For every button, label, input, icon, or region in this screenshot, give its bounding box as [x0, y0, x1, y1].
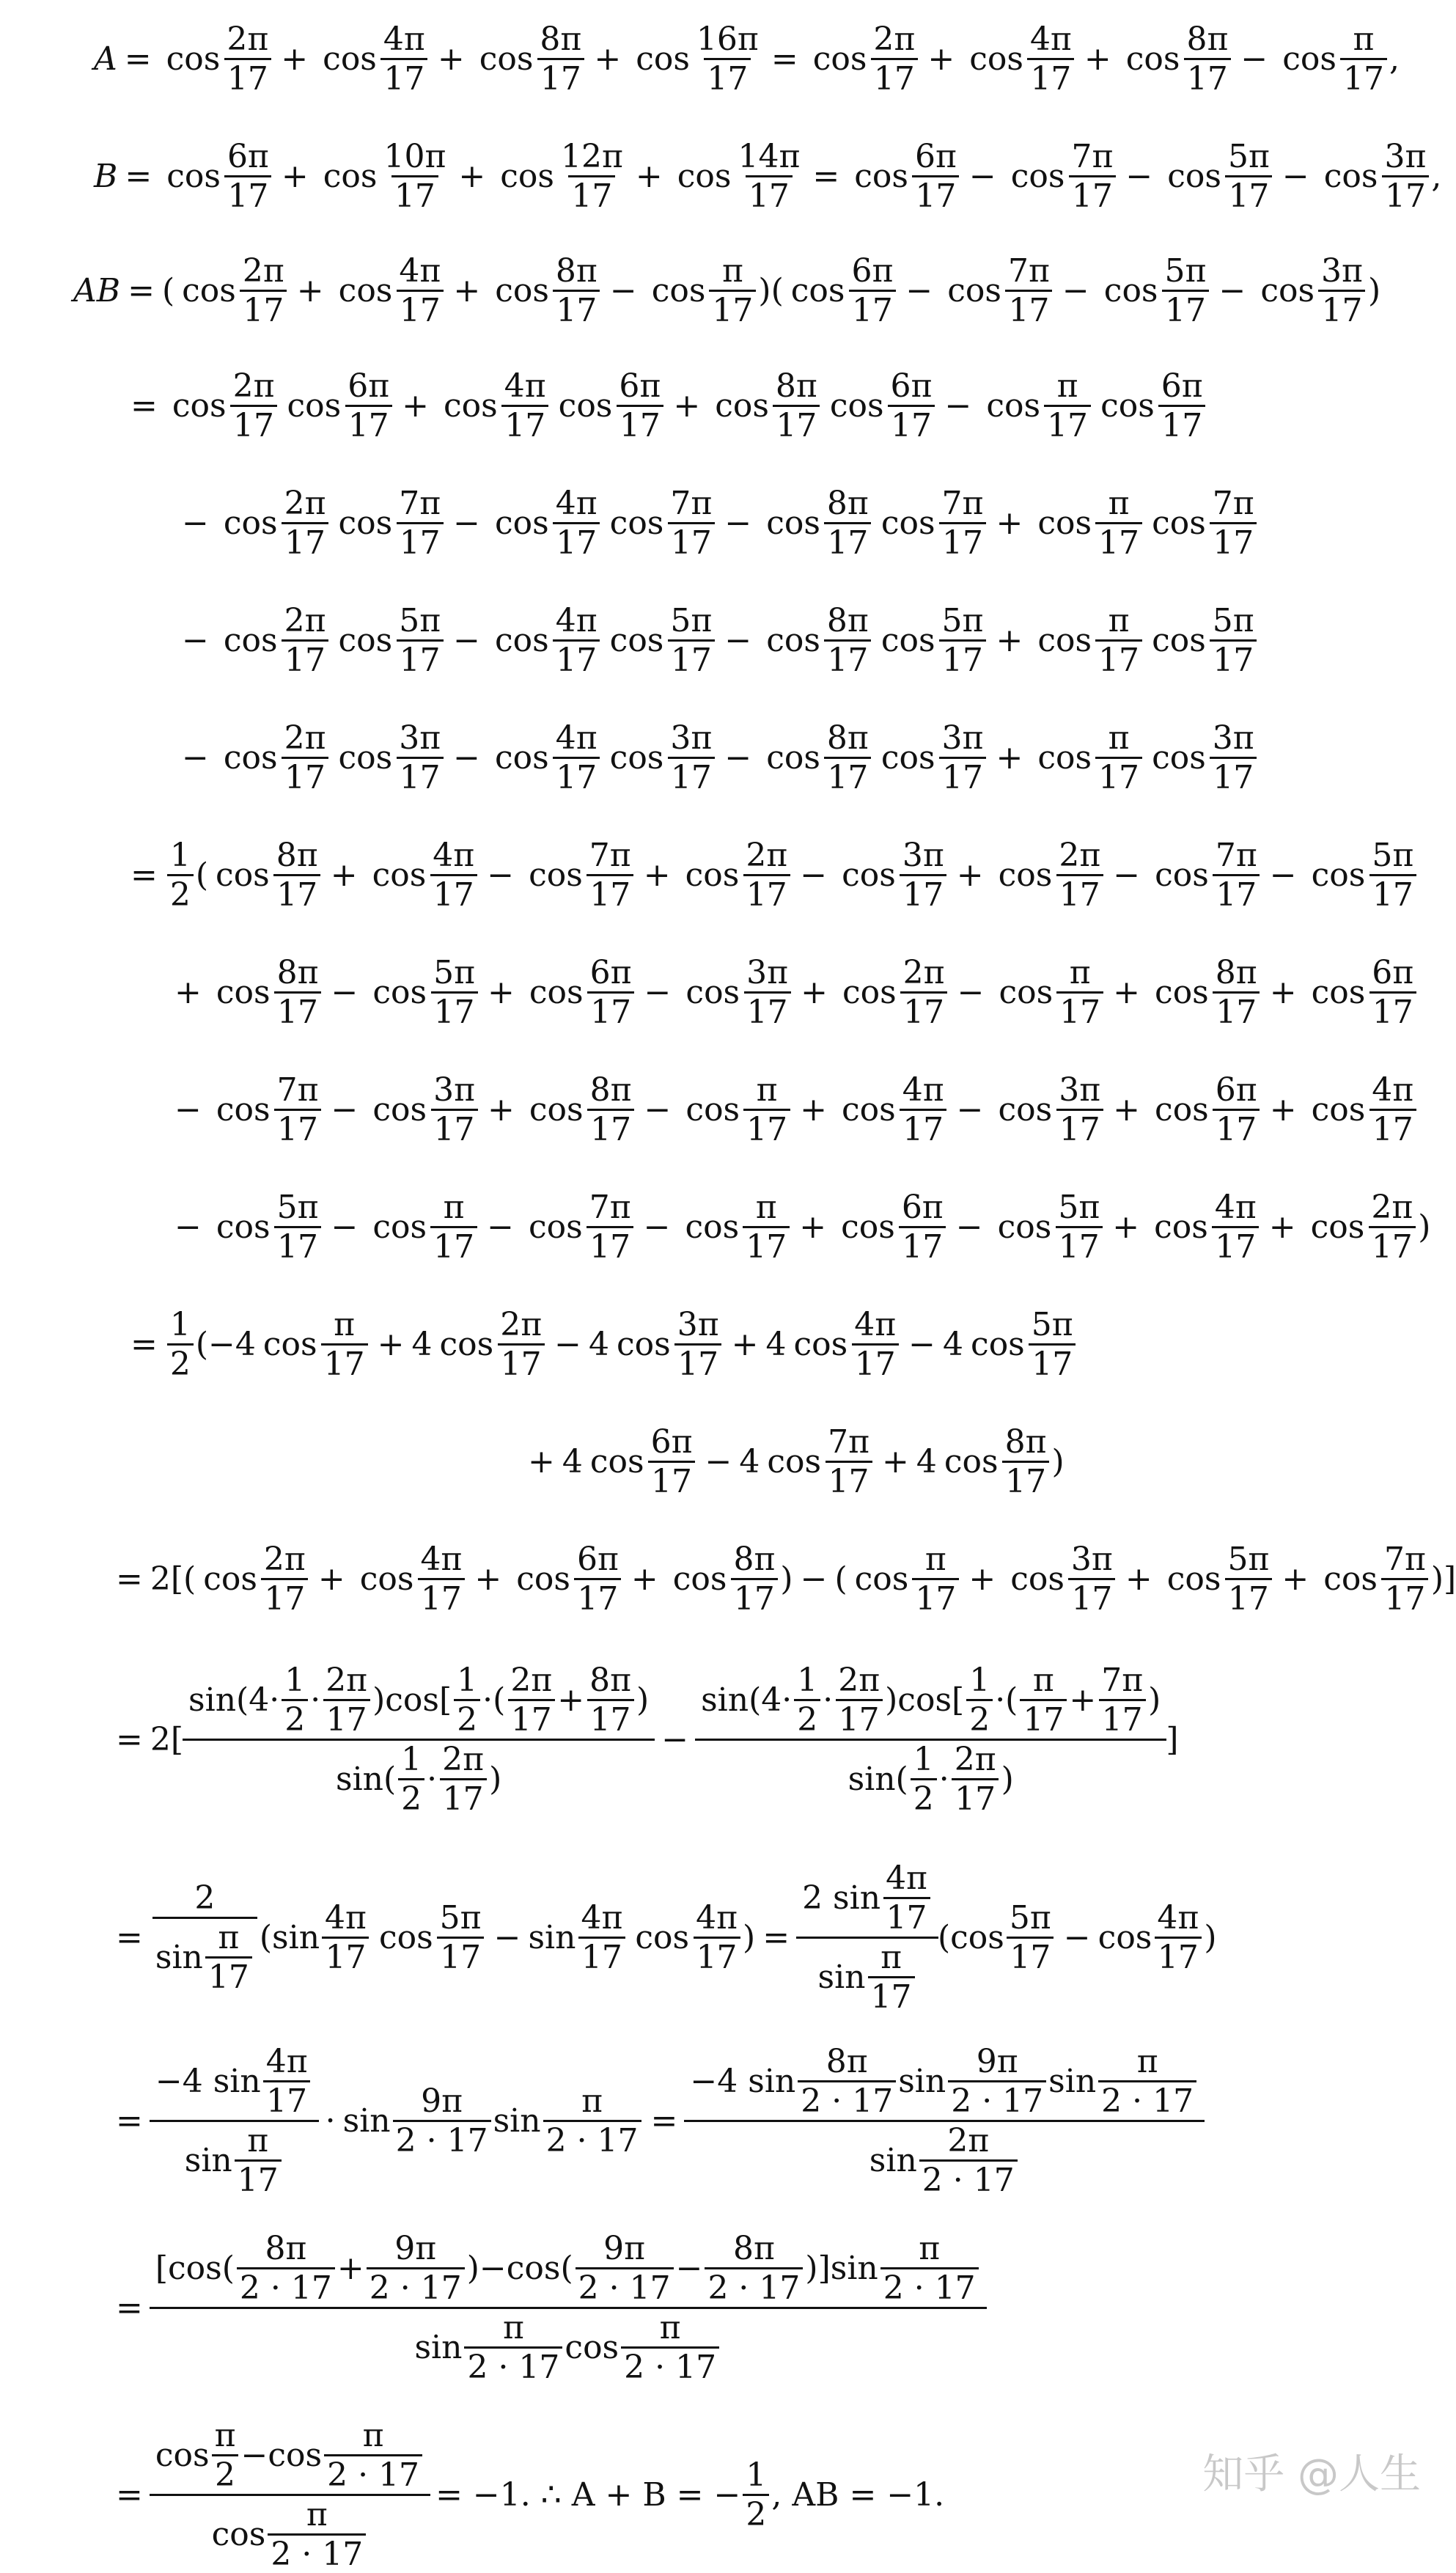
equation-B: B = cos $\frac{6\pi}{17}$ + cos $\frac{10\pi}{17}$ + cos $\frac{12\pi}{17}$ + cos $\frac{14\pi}{17}$ = cos $\frac{6\pi}{17}$ − cos $\frac{7\pi}{17}$ − cos $\frac{5\pi}{17}$ − cos $\frac{3\pi}{17}$ , [94, 138, 1442, 215]
sum-row-3: − cos $\frac{7\pi}{17}$ − cos $\frac{3\pi}{17}$ + cos $\frac{8\pi}{17}$ − cos $\frac{\pi}{17}$ + cos $\frac{4\pi}{17}$ − cos $\frac{3\pi}{17}$ + cos $\frac{6\pi}{17}$ + cos $\frac{4\pi}{17}$ [167, 1074, 1419, 1146]
expansion-row-4: − cos $\frac{2\pi}{17}$ cos $\frac{3\pi}{17}$ − cos $\frac{4\pi}{17}$ cos $\frac{3\pi}{17}$ − cos $\frac{8\pi}{17}$ cos $\frac{3\pi}{17}$ + cos $\frac{\pi}{17}$ cos $\frac{3\pi}{17}$ [174, 722, 1260, 794]
var-A: A [94, 40, 117, 78]
sum-row-1: = $\frac{1}{2}$ ( cos $\frac{8\pi}{17}$ + cos $\frac{4\pi}{17}$ − cos $\frac{7\pi}{17}$ + cos $\frac{2\pi}{17}$ − cos $\frac{3\pi}{17}$ + cos $\frac{2\pi}{17}$ − cos $\frac{7\pi}{17}$ − cos $\frac{5\pi}{17}$ [123, 840, 1419, 911]
expansion-row-2: − cos $\frac{2\pi}{17}$ cos $\frac{7\pi}{17}$ − cos $\frac{4\pi}{17}$ cos $\frac{7\pi}{17}$ − cos $\frac{8\pi}{17}$ cos $\frac{7\pi}{17}$ + cos $\frac{\pi}{17}$ cos $\frac{7\pi}{17}$ [174, 488, 1260, 559]
sum-row-2: + cos $\frac{8\pi}{17}$ − cos $\frac{5\pi}{17}$ + cos $\frac{6\pi}{17}$ − cos $\frac{3\pi}{17}$ + cos $\frac{2\pi}{17}$ − cos $\frac{\pi}{17}$ + cos $\frac{8\pi}{17}$ + cos $\frac{6\pi}{17}$ [167, 957, 1419, 1029]
var-B: B [94, 158, 118, 195]
sum-row-4: − cos $\frac{5\pi}{17}$ − cos $\frac{\pi}{17}$ − cos $\frac{7\pi}{17}$ − cos $\frac{\pi}{17}$ + cos $\frac{6\pi}{17}$ − cos $\frac{5\pi}{17}$ + cos $\frac{4\pi}{17}$ + cos $\frac{2\pi}{17}$ ) [174, 1189, 1431, 1266]
simplified-row-2: + 4 cos $\frac{6\pi}{17}$ − 4 cos $\frac{7\pi}{17}$ + 4 cos $\frac{8\pi}{17}$ ) [528, 1423, 1065, 1500]
product-row-2: = −4 sin $\frac{4\pi}{17}$ sin $\frac{\pi}{17}$ · sin $\frac{9\pi}{2 \cdot 17}$ sin $\frac{\pi}{2 \cdot 17}$ = −4 sin $\frac{8\pi}{2 \cdot 17}$ sin $\frac{9\pi}{2 \cdot 17}$ sin $\frac{\pi}{2 \cdot 17}$ sin $\frac{2\pi}{2 \cdot 17}$ [109, 2046, 1204, 2197]
grouped-sum-row: = 2[( cos $\frac{2\pi}{17}$ + cos $\frac{4\pi}{17}$ + cos $\frac{6\pi}{17}$ + cos $\frac{8\pi}{17}$ ) − ( cos $\frac{\pi}{17}$ + cos $\frac{3\pi}{17}$ + cos $\frac{5\pi}{17}$ + cos $\frac{7\pi}{17}$ )] [116, 1541, 1456, 1618]
equation-AB: AB = ( cos $\frac{2\pi}{17}$ + cos $\frac{4\pi}{17}$ + cos $\frac{8\pi}{17}$ − cos $\frac{\pi}{17}$ ) ( cos $\frac{6\pi}{17}$ − cos $\frac{7\pi}{17}$ − cos $\frac{5\pi}{17}$ − cos $\frac{3\pi}{17}$ ) [73, 252, 1381, 329]
product-row-1: = 2 sin $\frac{\pi}{17}$ (sin $\frac{4\pi}{17}$ cos $\frac{5\pi}{17}$ − sin $\frac{4\pi}{17}$ cos $\frac{4\pi}{17}$ ) = 2 sin $\frac{4\pi}{17}$ sin $\frac{\pi}{17}$ (cos $\frac{5\pi}{17}$ − cos $\frac{4\pi}{17}$ ) [116, 1860, 1217, 2016]
expansion-row-1: = cos $\frac{2\pi}{17}$ cos $\frac{6\pi}{17}$ + cos $\frac{4\pi}{17}$ cos $\frac{6\pi}{17}$ + cos $\frac{8\pi}{17}$ cos $\frac{6\pi}{17}$ − cos $\frac{\pi}{17}$ cos $\frac{6\pi}{17}$ [123, 370, 1208, 442]
zhihu-watermark: 知乎 @人生 [1202, 2451, 1421, 2498]
product-row-3: = [cos( $\frac{8\pi}{2 \cdot 17}$ + $\frac{9\pi}{2 \cdot 17}$ )−cos( $\frac{9\pi}{2 \cdot 17}$ − $\frac{8\pi}{2 \cdot 17}$ )]sin $\frac{\pi}{2 \cdot 17}$ sin $\frac{\pi}{2 \cdot 17}$ cos $\frac{\pi}{2 \cdot 17}$ [109, 2233, 986, 2384]
simplified-row-1: = $\frac{1}{2}$ (−4 cos $\frac{\pi}{17}$ + 4 cos $\frac{2\pi}{17}$ − 4 cos $\frac{3\pi}{17}$ + 4 cos $\frac{4\pi}{17}$ − 4 cos $\frac{5\pi}{17}$ [123, 1309, 1078, 1381]
final-row: = cos $\frac{\pi}{2}$ −cos $\frac{\pi}{2 \cdot 17}$ cos $\frac{\pi}{2 \cdot 17}$ = −1. ∴ A + B = − $\frac{1}{2}$ , AB = −1. [116, 2417, 945, 2573]
equation-A: A = cos $\frac{2\pi}{17}$ + cos $\frac{4\pi}{17}$ + cos $\frac{8\pi}{17}$ + cos $\frac{16\pi}{17}$ = cos $\frac{2\pi}{17}$ + cos $\frac{4\pi}{17}$ + cos $\frac{8\pi}{17}$ − cos $\frac{\pi}{17}$ , [94, 21, 1400, 98]
sum-formula-row: = 2[ sin(4· $\frac{1}{2}$ · $\frac{2\pi}{17}$ )cos[ $\frac{1}{2}$ ·( $\frac{2\pi}{17}$ + $\frac{8\pi}{17}$ ) sin( $\frac{1}{2}$ · $\frac{2\pi}{17}$ ) − sin(4· $\frac{1}{2}$ · $\frac{2\pi}{17}$ )cos[ $\frac{1}{2}$ ·( $\frac{\pi}{17}$ + $\frac{7\pi}{17}$ ) sin( $\frac{1}{2}$ · $\frac{2\pi}{17}$ ) ] [116, 1662, 1179, 1818]
expansion-row-3: − cos $\frac{2\pi}{17}$ cos $\frac{5\pi}{17}$ − cos $\frac{4\pi}{17}$ cos $\frac{5\pi}{17}$ − cos $\frac{8\pi}{17}$ cos $\frac{5\pi}{17}$ + cos $\frac{\pi}{17}$ cos $\frac{5\pi}{17}$ [174, 605, 1260, 677]
var-AB: AB [73, 272, 121, 309]
